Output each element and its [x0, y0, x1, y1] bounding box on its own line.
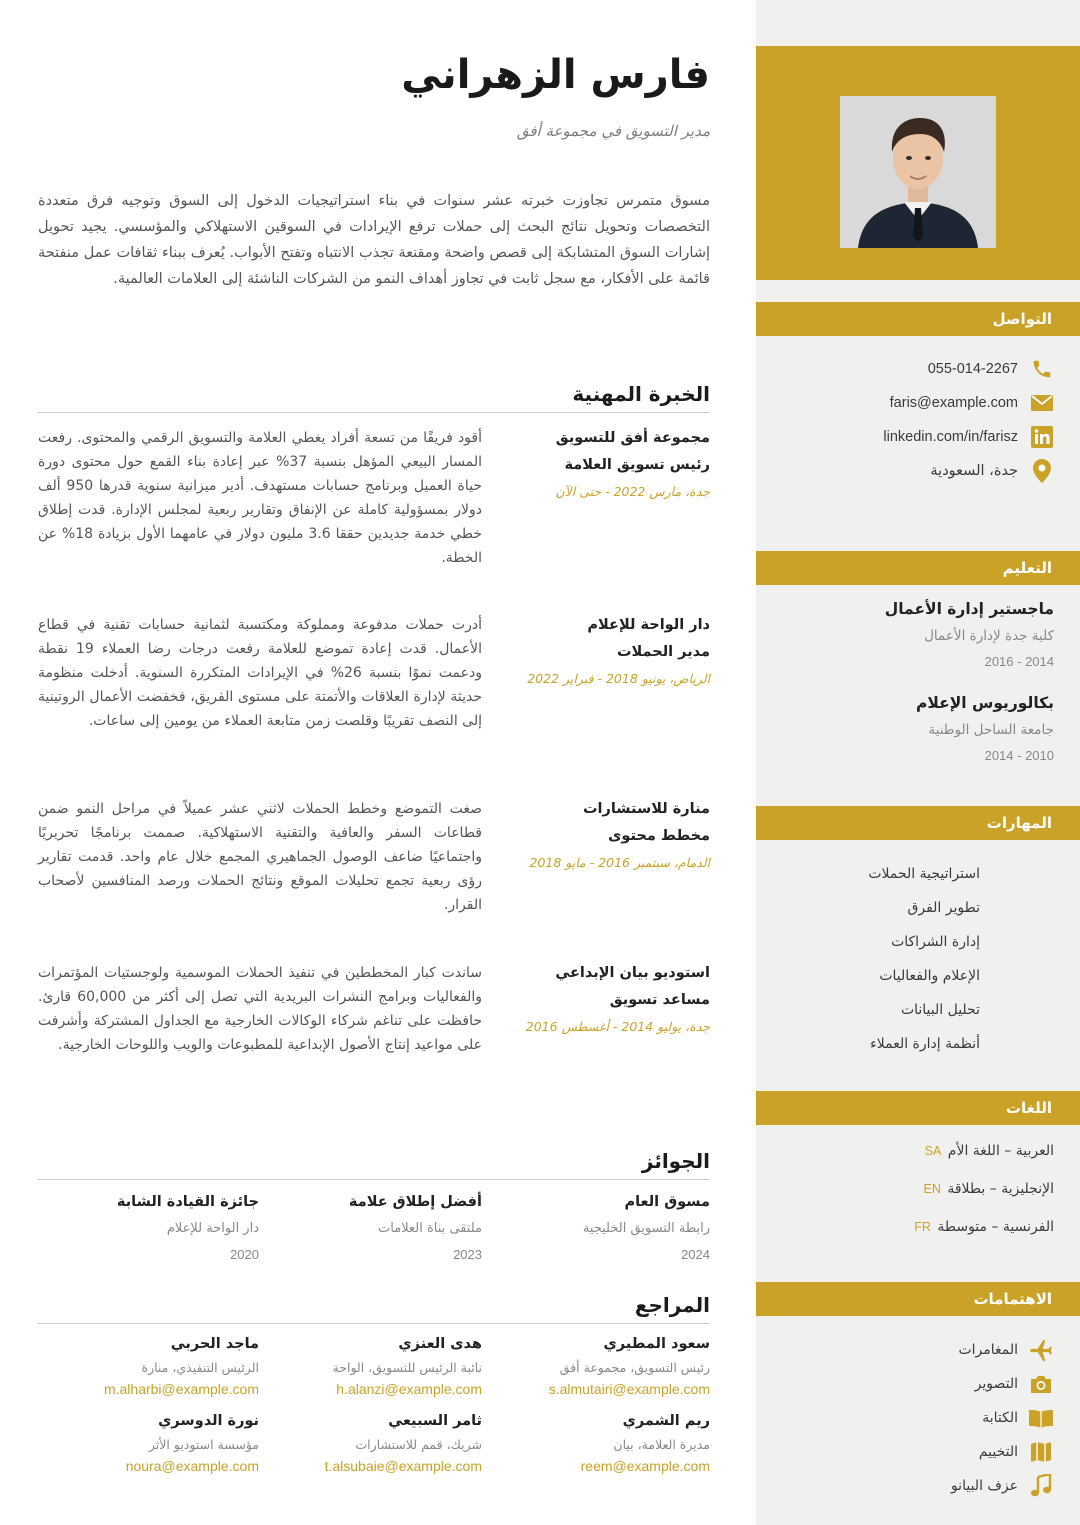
education-years: 2014 - 2016 [984, 654, 1054, 669]
profile-photo [840, 96, 996, 248]
job-header [510, 965, 710, 1034]
linkedin-text[interactable]: linkedin.com/in/farisz [883, 429, 1018, 445]
job-header [510, 430, 710, 499]
languages-section-title: اللغات [756, 1091, 1080, 1125]
reference-item [500, 1336, 710, 1397]
job-organization: منارة للاستشارات [582, 801, 710, 817]
award-title: أفضل إطلاق علامة [348, 1194, 482, 1210]
linkedin-icon [1030, 425, 1054, 449]
job-organization: مجموعة أفق للتسويق [555, 430, 710, 446]
language-label: الإنجليزية – بطلاقة [947, 1181, 1054, 1197]
job-description: ساندت كبار المخططين في تنفيذ الحملات الموسمية ولوجستيات المؤتمرات والفعاليات وبرامج النشرات البريدية التي تصل إلى أكثر من 60,000 قارئ. حافظت على تناغم شركاء الوكالات الخارجية مع الجداول المشتركة وأشرفت على مواعيد إنتاج الأصول الإبداعية للمطبوعات والويب واللوحات الخارجية. [38, 965, 483, 1053]
awards-section-title: الجوائز [641, 1149, 710, 1173]
award-year: 2024 [681, 1247, 710, 1262]
job-meta: الدمام، سبتمبر 2016 - مايو 2018 [529, 855, 710, 870]
job-description: أدرت حملات مدفوعة ومملوكة ومكتسبة لثمانية حسابات تقنية في قطاع الأعمال. قدت إعادة تموضع للعلامة رفعت درجات رضا العملاء 19 نقطة ودعمت نموًا بنسبة 26% في الإيرادات المتكررة السنوية. أدخلت منظومة حديثة لإدارة العلاقات والأتمتة على مستوى الفريق، فخفضت الأعمال الروتينية إلى النصف تقريبًا وقلصت زمن متابعة العملاء من يومين إلى ساعات. [38, 617, 482, 729]
section-divider [38, 1179, 710, 1180]
reference-email[interactable]: t.alsubaie@example.com [324, 1458, 482, 1474]
reference-name: ماجد الحربي [170, 1336, 259, 1352]
reference-email[interactable]: noura@example.com [125, 1458, 259, 1474]
award-source: رابطة التسويق الخليجية [582, 1221, 710, 1236]
reference-position: شريك، قمم للاستشارات [355, 1437, 482, 1452]
candidate-subtitle: مدير التسويق في مجموعة أفق [516, 122, 710, 140]
job-role: مساعد تسويق [609, 992, 710, 1008]
skill-item: تحليل البيانات [900, 1002, 980, 1018]
award-source: دار الواحة للإعلام [166, 1221, 259, 1236]
section-divider [38, 412, 710, 413]
reference-item [49, 1336, 259, 1397]
interest-label: التصوير [974, 1376, 1018, 1392]
award-title: جائزة القيادة الشابة [116, 1194, 259, 1210]
reference-position: مديرة العلامة، بيان [613, 1437, 710, 1452]
language-item [764, 1181, 1054, 1197]
award-item [510, 1194, 710, 1262]
reference-item [49, 1413, 259, 1474]
reference-name: نورة الدوسري [158, 1413, 259, 1429]
education-degree: بكالوريوس الإعلام [915, 694, 1054, 712]
award-title: مسوق العام [624, 1194, 710, 1210]
reference-name: سعود المطيري [603, 1336, 710, 1352]
interest-item [874, 1370, 1054, 1398]
email-text[interactable]: faris@example.com [889, 395, 1018, 411]
award-source: ملتقى بناة العلامات [378, 1221, 482, 1236]
award-year: 2023 [453, 1247, 482, 1262]
interests-section-title: الاهتمامات [756, 1282, 1080, 1316]
language-label: الفرنسية – متوسطة [937, 1219, 1054, 1235]
job-meta: جدة، مارس 2022 - حتى الآن [555, 484, 710, 499]
contact-location [774, 456, 1054, 486]
job-description: صغت التموضع وخطط الحملات لاثني عشر عميلاً في مراحل النمو ضمن قطاعات السفر والعافية والتقنية الاستهلاكية. صممت برنامجًا تحريريًا واجتماعيًا ضاعف الوصول الجماهيري المجمع خلال عام واحد. قدمت تقارير رؤى ربعية تجمع تحليلات الموقع ونتائج الحملات ورصد المنافسين لأصحاب القرار. [38, 801, 482, 913]
education-years: 2010 - 2014 [984, 748, 1054, 763]
language-label: العربية – اللغة الأم [947, 1143, 1054, 1159]
education-degree: ماجستير إدارة الأعمال [884, 600, 1054, 618]
job-meta: الرياض، يونيو 2018 - فبراير 2022 [527, 671, 710, 686]
job-meta: جدة، يوليو 2014 - أغسطس 2016 [525, 1019, 710, 1034]
interest-label: المغامرات [958, 1342, 1018, 1358]
book-icon [1028, 1405, 1054, 1431]
skill-item: الإعلام والفعاليات [879, 968, 980, 984]
candidate-name: فارس الزهراني [401, 52, 710, 98]
award-item [282, 1194, 482, 1262]
skill-item: أنظمة إدارة العملاء [870, 1036, 980, 1052]
reference-email[interactable]: s.almutairi@example.com [548, 1381, 710, 1397]
language-code: SA [924, 1144, 942, 1158]
envelope-icon [1030, 391, 1054, 415]
award-year: 2020 [230, 1247, 259, 1262]
education-item [764, 694, 1054, 763]
sidebar [756, 0, 1080, 1525]
contact-section-title: التواصل [756, 302, 1080, 336]
job-role: مدير الحملات [616, 644, 710, 660]
job-role: رئيس تسويق العلامة [564, 457, 710, 473]
reference-position: نائبة الرئيس للتسويق، الواحة [332, 1360, 482, 1375]
interest-label: الكتابة [982, 1410, 1018, 1426]
skill-item: استراتيجية الحملات [868, 866, 980, 882]
language-item [764, 1219, 1054, 1235]
reference-email[interactable]: reem@example.com [580, 1458, 710, 1474]
location-pin-icon [1030, 459, 1054, 483]
job-role: مخطط محتوى [608, 828, 710, 844]
contact-phone [774, 354, 1054, 384]
education-school: جامعة الساحل الوطنية [928, 722, 1054, 738]
reference-position: الرئيس التنفيذي، منارة [141, 1360, 259, 1375]
education-school: كلية جدة لإدارة الأعمال [924, 628, 1054, 644]
experience-section-title: الخبرة المهنية [572, 382, 710, 406]
reference-item [500, 1413, 710, 1474]
reference-position: مؤسسة استوديو الأثر [148, 1437, 259, 1452]
interest-item [874, 1336, 1054, 1364]
reference-position: رئيس التسويق، مجموعة أفق [559, 1360, 710, 1375]
skill-item: تطوير الفرق [907, 900, 980, 916]
language-code: FR [914, 1220, 931, 1234]
job-organization: دار الواحة للإعلام [587, 617, 710, 633]
location-text: جدة، السعودية [930, 463, 1018, 479]
airplane-icon [1028, 1337, 1054, 1363]
reference-name: ريم الشمري [622, 1413, 710, 1429]
phone-text: 055-014-2267 [927, 361, 1018, 377]
reference-item [272, 1336, 482, 1397]
reference-email[interactable]: m.alharbi@example.com [103, 1381, 259, 1397]
skills-section-title: المهارات [756, 806, 1080, 840]
interest-item [874, 1438, 1054, 1466]
job-header [510, 801, 710, 870]
job-description: أقود فريقًا من تسعة أفراد يغطي العلامة والتسويق الرقمي والمحتوى. رفعت المسار البيعي المؤهل بنسبة 37% عبر إعادة بناء القمع حول محتوى دورة حياة العميل وبرنامج حسابات مستهدف. أدير ميزانية سنوية قدرها 950 ألف دولار بمسؤولية كاملة عن الإنفاق وتقارير ربعية لمجلس الإدارة. قدت إطلاق خطي خدمة جديدين حققا 3.6 مليون دولار في عامهما الأول بزيادة 18% عن الخطة. [38, 430, 482, 566]
education-item [764, 600, 1054, 669]
interest-label: التخييم [978, 1444, 1018, 1460]
job-header [510, 617, 710, 686]
profile-summary: مسوق متمرس تجاوزت خبرته عشر سنوات في بناء استراتيجيات الدخول إلى السوق وتوجيه فرق متعددة التخصصات وتحويل نتائج البحث إلى حملات ترفع الإيرادات في السوقين الاستهلاكي والمؤسسي. يجيد تحويل إشارات السوق المتشابكة إلى قصص واضحة ومقنعة تجذب الانتباه وتفتح الأبواب. يُعرف ببناء ثقافات عمل منفتحة قائمة على الأفكار، مع سجل ثابت في تجاوز أهداف النمو من الشركات الناشئة إلى العلامات العالمية. [38, 193, 710, 287]
section-divider [38, 1323, 710, 1324]
phone-icon [1030, 357, 1054, 381]
interest-label: عزف البيانو [950, 1478, 1018, 1494]
reference-email[interactable]: h.alanzi@example.com [336, 1381, 482, 1397]
reference-name: ثامر السبيعي [388, 1413, 482, 1429]
award-item [59, 1194, 259, 1262]
camera-icon [1028, 1371, 1054, 1397]
contact-linkedin[interactable] [774, 422, 1054, 452]
skill-item: إدارة الشراكات [891, 934, 980, 950]
portrait-illustration [840, 96, 996, 248]
job-organization: استوديو بيان الإبداعي [555, 965, 710, 981]
language-item [764, 1143, 1054, 1159]
education-section-title: التعليم [756, 551, 1080, 585]
references-section-title: المراجع [634, 1293, 710, 1317]
reference-name: هدى العنزي [398, 1336, 482, 1352]
photo-block [756, 46, 1080, 280]
interest-item [874, 1472, 1054, 1500]
map-icon [1028, 1439, 1054, 1465]
language-code: EN [923, 1182, 941, 1196]
interest-item [874, 1404, 1054, 1432]
reference-item [272, 1413, 482, 1474]
contact-email[interactable] [774, 388, 1054, 418]
music-note-icon [1028, 1473, 1054, 1499]
